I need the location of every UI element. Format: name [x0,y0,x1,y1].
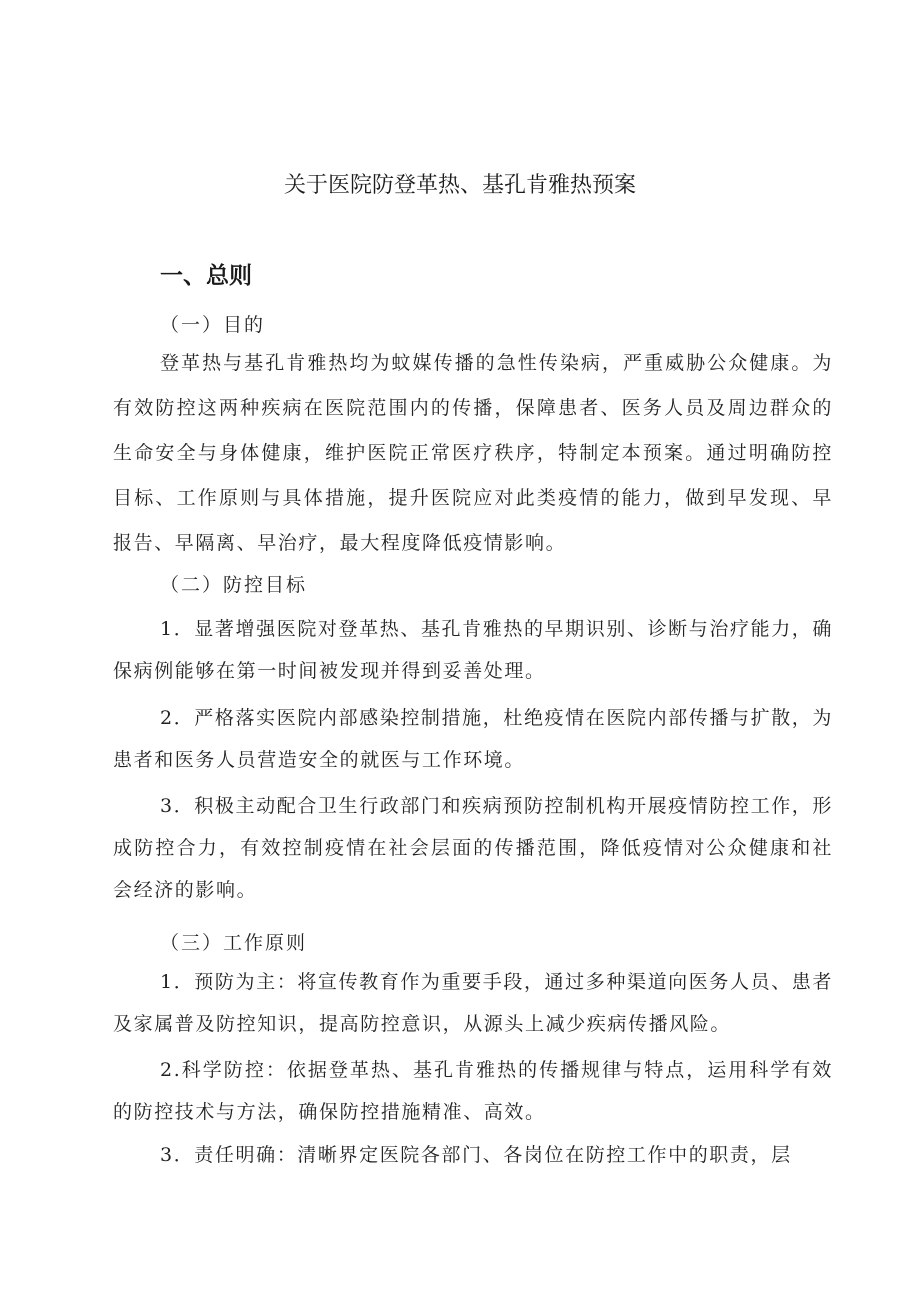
document-title: 关于医院防登革热、基孔肯雅热预案 [283,173,636,198]
goal-item-3: 3．积极主动配合卫生行政部门和疾病预防控制机构开展疫情防控工作，形成防控合力，有效控制疫情在社会层面的传播范围，降低疫情对公众健康和社会经济的影响。 [113,795,833,901]
goal-item-2: 2．严格落实医院内部感染控制措施，杜绝疫情在医院内部传播与扩散，为患者和医务人员营造安全的就医与工作环境。 [113,707,833,771]
principle-item-1: 1．预防为主：将宣传教育作为重要手段，通过多种渠道向医务人员、患者及家属普及防控知识，提高防控意识，从源头上减少疾病传播风险。 [113,971,833,1035]
principle-item-2: 2.科学防控：依据登革热、基孔肯雅热的传播规律与特点，运用科学有效的防控技术与方法，确保防控措施精准、高效。 [113,1059,833,1123]
section-heading-general: 一、总则 [160,263,252,289]
subsection-heading-purpose: （一）目的 [160,314,266,336]
subsection-heading-goals: （二）防控目标 [160,574,308,596]
subsection-heading-principles: （三）工作原则 [160,932,308,954]
goal-item-1: 1．显著增强医院对登革热、基孔肯雅热的早期识别、诊断与治疗能力，确保病例能够在第一时间被发现并得到妥善处理。 [113,618,833,682]
paragraph-purpose: 登革热与基孔肯雅热均为蚊媒传播的急性传染病，严重威胁公众健康。为有效防控这两种疾病在医院范围内的传播，保障患者、医务人员及周边群众的生命安全与身体健康，维护医院正常医疗秩序，特制定本预案。通过明确防控目标、工作原则与具体措施，提升医院应对此类疫情的能力，做到早发现、早报告、早隔离、早治疗，最大程度降低疫情影响。 [113,352,833,554]
principle-item-3: 3．责任明确：清晰界定医院各部门、各岗位在防控工作中的职责，层 [160,1144,792,1166]
